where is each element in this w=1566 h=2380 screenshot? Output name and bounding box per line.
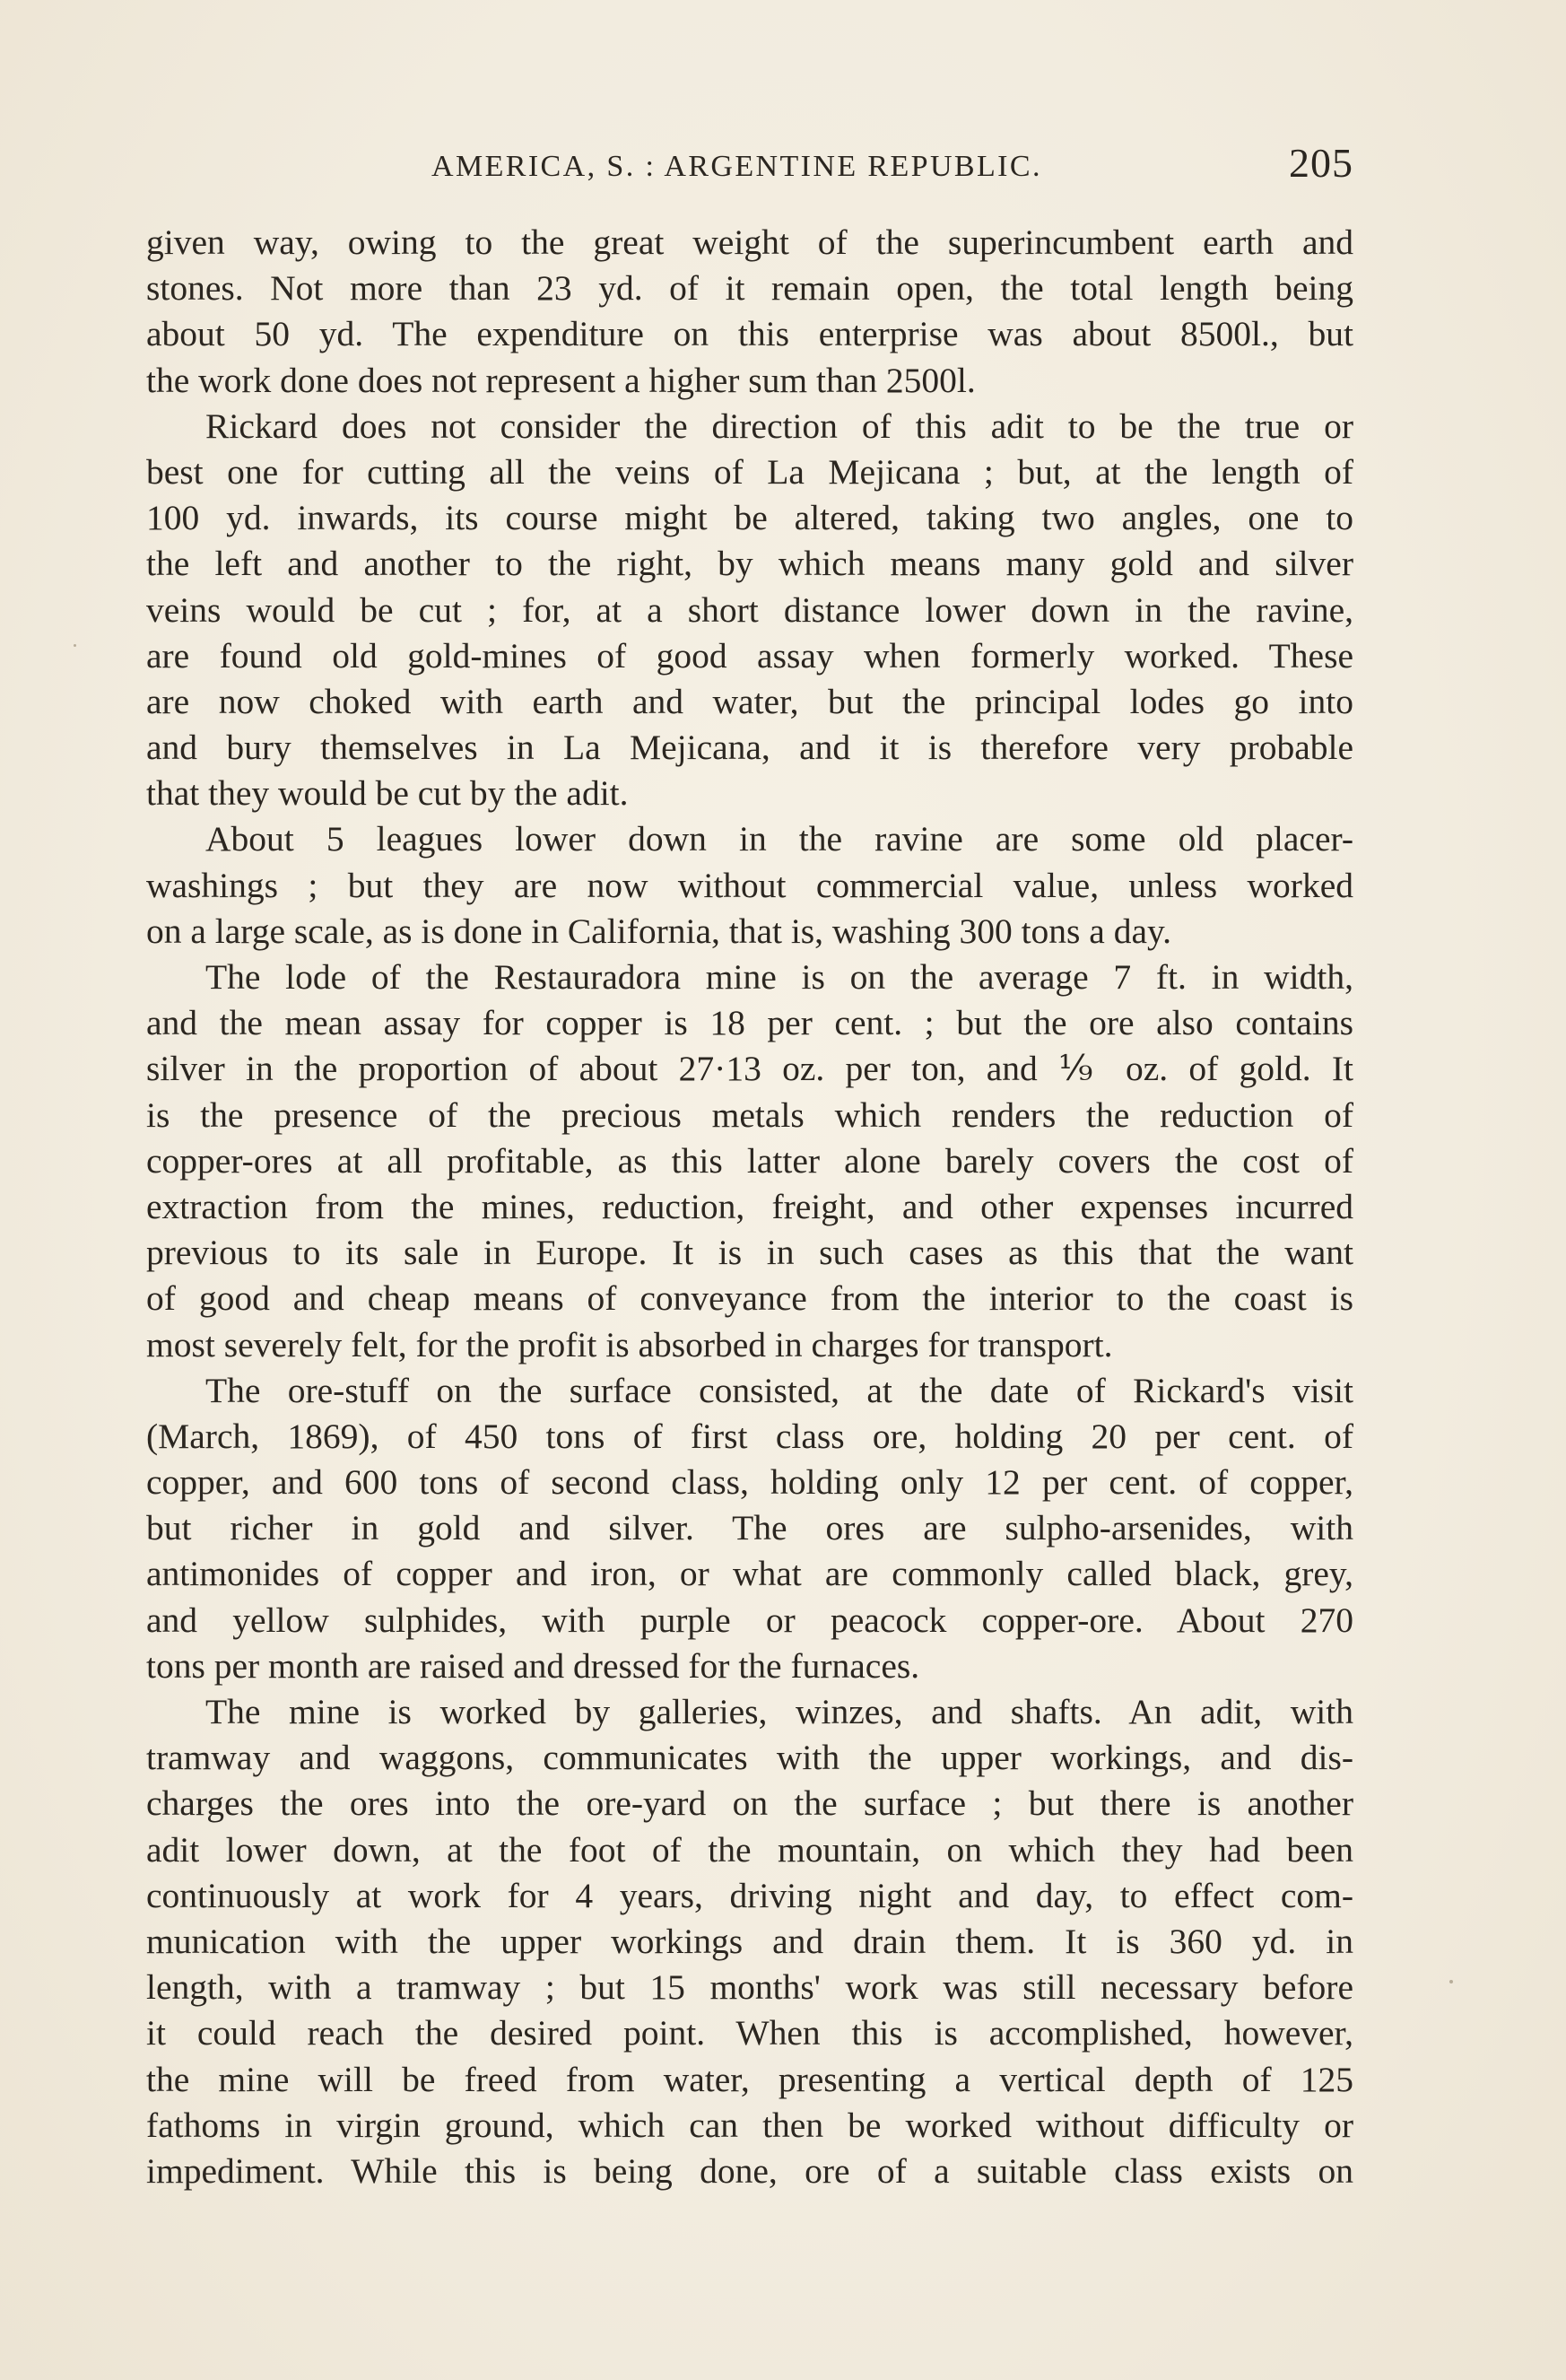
- text-line: about 50 yd. The expenditure on this enterprise was about 8500l., but: [146, 314, 1353, 354]
- text-line: tons per month are raised and dressed for the furnaces.: [146, 1645, 920, 1686]
- text-line: is the presence of the precious metals which renders the reduction of: [146, 1094, 1353, 1135]
- text-line: adit lower down, at the foot of the mountain, on which they had been: [146, 1829, 1353, 1870]
- text-line: the work done does not represent a higher sum than 2500l.: [146, 360, 976, 400]
- text-line: copper, and 600 tons of second class, holding only 12 per cent. of copper,: [146, 1462, 1353, 1503]
- text-line: The mine is worked by galleries, winzes, and shafts. An adit, with: [205, 1692, 1353, 1731]
- text-line: Rickard does not consider the direction of this adit to be the true or: [205, 405, 1353, 446]
- text-line: continuously at work for 4 years, driving night and day, to effect com-: [146, 1875, 1353, 1915]
- text-line: and yellow sulphides, with purple or peacock copper-ore. About 270: [146, 1600, 1353, 1640]
- page-number: 205: [1289, 140, 1353, 186]
- text-line: charges the ores into the ore-yard on the surface ; but there is another: [146, 1783, 1353, 1824]
- text-line: munication with the upper workings and drain them. It is 360 yd. in: [146, 1921, 1353, 1961]
- text-line: but richer in gold and silver. The ores are sulpho-arsenides, with: [146, 1508, 1353, 1548]
- text-line: silver in the proportion of about 27·13 oz. per ton, and ⅑ oz. of gold. It: [146, 1049, 1353, 1089]
- text-line: veins would be cut ; for, at a short distance lower down in the ravine,: [146, 589, 1353, 630]
- text-line: 100 yd. inwards, its course might be altered, taking two angles, one to: [146, 498, 1353, 538]
- text-line: the mine will be freed from water, presenting a vertical depth of 125: [146, 2059, 1353, 2099]
- body-text: [146, 220, 1353, 2194]
- text-line: are found old gold-mines of good assay when formerly worked. These: [146, 635, 1353, 676]
- text-line: tramway and waggons, communicates with the upper workings, and dis-: [146, 1738, 1353, 1778]
- text-line: The ore-stuff on the surface consisted, at the date of Rickard's visit: [205, 1370, 1353, 1410]
- text-line: About 5 leagues lower down in the ravine are some old placer-: [205, 819, 1353, 859]
- text-line: antimonides of copper and iron, or what are commonly called black, grey,: [146, 1554, 1353, 1594]
- text-line: and the mean assay for copper is 18 per cent. ; but the ore also contains: [146, 1003, 1353, 1043]
- text-line: copper-ores at all profitable, as this latter alone barely covers the cost of: [146, 1140, 1353, 1181]
- paper-speck: [1449, 1980, 1453, 1983]
- text-line: extraction from the mines, reduction, freight, and other expenses incurred: [146, 1186, 1353, 1226]
- text-line: that they would be cut by the adit.: [146, 773, 629, 814]
- running-title: AMERICA, S. : ARGENTINE REPUBLIC.: [431, 150, 1042, 183]
- text-line: fathoms in virgin ground, which can then be worked without difficulty or: [146, 2105, 1353, 2145]
- text-line: given way, owing to the great weight of the superincumbent earth and: [146, 222, 1353, 262]
- text-line: it could reach the desired point. When this is accomplished, however,: [146, 2013, 1353, 2053]
- text-line: The lode of the Restauradora mine is on the average 7 ft. in width,: [205, 957, 1353, 997]
- text-line: (March, 1869), of 450 tons of first class ore, holding 20 per cent. of: [146, 1416, 1353, 1456]
- text-line: stones. Not more than 23 yd. of it remain open, the total length being: [146, 268, 1353, 309]
- text-line: are now choked with earth and water, but the principal lodes go into: [146, 681, 1353, 721]
- paper-speck: [74, 644, 76, 647]
- text-line: impediment. While this is being done, ore of a suitable class exists on: [146, 2150, 1353, 2191]
- text-line: previous to its sale in Europe. It is in such cases as this that the want: [146, 1233, 1353, 1273]
- text-line: length, with a tramway ; but 15 months' work was still necessary before: [146, 1967, 1353, 2008]
- text-line: best one for cutting all the veins of La Mejicana ; but, at the length of: [146, 451, 1353, 492]
- text-line: washings ; but they are now without commercial value, unless worked: [146, 865, 1353, 905]
- text-line: of good and cheap means of conveyance from the interior to the coast is: [146, 1278, 1353, 1319]
- running-head: [146, 142, 1353, 192]
- text-line: most severely felt, for the profit is absorbed in charges for transport.: [146, 1324, 1113, 1364]
- text-line: on a large scale, as is done in California, that is, washing 300 tons a day.: [146, 911, 1172, 951]
- text-line: the left and another to the right, by which means many gold and silver: [146, 544, 1353, 584]
- text-line: and bury themselves in La Mejicana, and it is therefore very probable: [146, 728, 1353, 768]
